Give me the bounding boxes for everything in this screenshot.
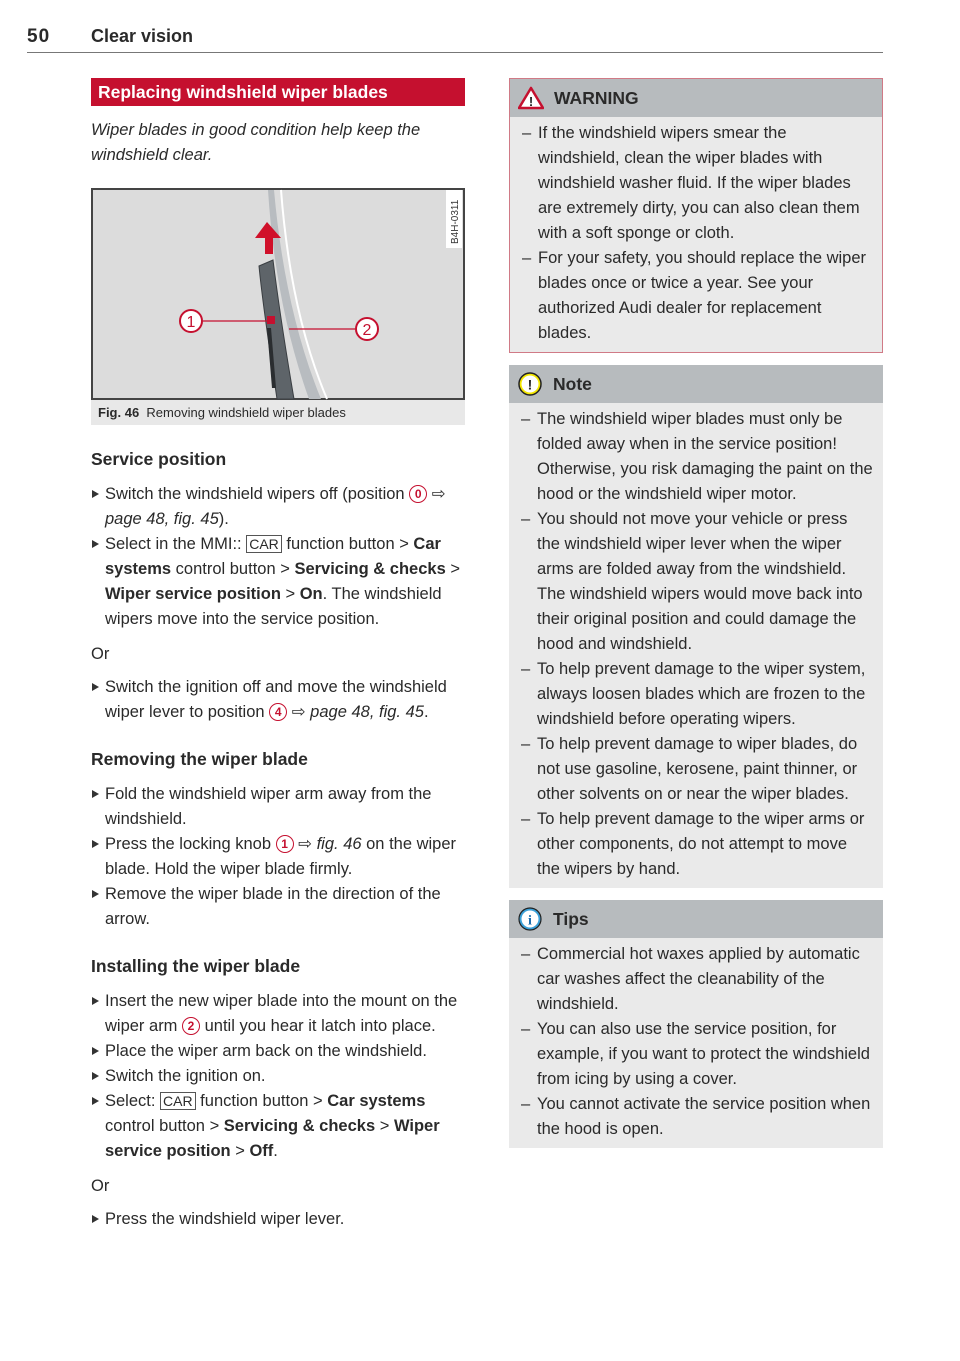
step-text: function button >: [281, 535, 414, 553]
instruction-step: [91, 1207, 465, 1232]
figure-caption: [91, 400, 465, 425]
instruction-step: [91, 532, 465, 632]
step-text: >: [445, 560, 460, 578]
warn-title: WARNING: [554, 87, 639, 108]
step-text: .: [273, 1142, 278, 1160]
cross-reference: fig. 46: [316, 835, 362, 853]
step-text: on the wiper blade. Hold the wiper blade firmly.: [105, 835, 457, 878]
instruction-step: [91, 482, 465, 532]
menu-path-bold: Car systems: [327, 1092, 426, 1110]
step-text: ⇨: [427, 485, 446, 503]
step-text: control button >: [171, 560, 295, 578]
step-text: Press the windshield wiper lever.: [105, 1210, 345, 1228]
instruction-sections: [91, 447, 465, 1232]
section-heading: Installing the wiper blade: [91, 956, 301, 976]
dash-item: – If the windshield wipers smear the windshield, clean the wiper blades with windshield washer fluid. If the wiper blades are extremely dirty, you can also clean them with a soft sponge or cloth.: [522, 121, 872, 246]
dash-item: – You cannot activate the service position when the hood is open.: [521, 1092, 873, 1142]
step-text: Or: [91, 1177, 110, 1195]
instruction-step: [91, 832, 465, 882]
step-text: Switch the windshield wipers off (position: [105, 485, 410, 503]
car-key-label: CAR: [160, 1092, 196, 1110]
note-box-body: [509, 403, 883, 888]
figure-number: Fig. 46: [98, 405, 140, 420]
figure-code: B4H-0311: [450, 199, 461, 244]
menu-path-bold: Wiper service position: [105, 1117, 440, 1160]
note-box-header: [509, 365, 883, 403]
page-header: [27, 24, 883, 53]
instruction-step: [91, 1039, 465, 1064]
position-number-icon: 4: [269, 703, 287, 721]
dash-item: – You should not move your vehicle or press the windshield wiper lever when the wiper arms are folded away from the windshield. The windshield wipers would move back into their original position and could damage the hood and windshield.: [521, 507, 873, 657]
dash-item: – You can also use the service position, for example, if you want to protect the windshield from icing by using a cover.: [521, 1017, 873, 1092]
menu-path-bold: Wiper service position: [105, 585, 281, 603]
menu-path-bold: Off: [249, 1142, 274, 1160]
dash-item: – To help prevent damage to wiper blades, do not use gasoline, kerosene, paint thinner, or other solvents on or near the wiper blades.: [521, 732, 873, 807]
warn-box-body: [510, 117, 882, 352]
step-text: function button >: [195, 1092, 328, 1110]
warning-triangle-icon: [518, 86, 554, 110]
left-column: [91, 78, 465, 1232]
step-text: ⇨: [287, 703, 311, 721]
step-text: >: [230, 1142, 250, 1160]
menu-path-bold: Car systems: [105, 535, 441, 578]
svg-text:i: i: [528, 913, 532, 929]
step-text: Switch the ignition on.: [105, 1067, 266, 1085]
exclamation-circle-icon: [517, 371, 553, 397]
figure-caption-text: Removing windshield wiper blades: [146, 405, 346, 420]
dash-item: – To help prevent damage to the wiper arms or other components, do not attempt to move the wipers by hand.: [521, 807, 873, 882]
step-text: >: [375, 1117, 394, 1135]
step-text: Switch the ignition off and move the windshield wiper lever to position: [105, 678, 447, 721]
position-number-icon: 2: [182, 1017, 200, 1035]
step-text: .: [423, 703, 429, 721]
intro-text: Wiper blades in good condition help keep the windshield clear.: [91, 121, 421, 164]
page-number: 50: [27, 26, 51, 47]
step-text: ⇨: [293, 835, 317, 853]
menu-path-bold: Servicing & checks: [294, 560, 446, 578]
tips-title: Tips: [553, 908, 589, 929]
or-text: [91, 1174, 465, 1199]
step-text: until you hear it latch into place.: [200, 1017, 436, 1035]
step-text: . The windshield wipers move into the service position.: [105, 585, 442, 628]
right-column: [509, 78, 883, 1160]
position-number-icon: 1: [276, 835, 294, 853]
tips-box-header: [509, 900, 883, 938]
info-circle-icon: [517, 906, 553, 932]
cross-reference: page 48, fig. 45: [105, 510, 219, 528]
warn-box: [509, 78, 883, 353]
wiper-blade-illustration: [91, 188, 465, 400]
tips-box-body: [509, 938, 883, 1148]
step-text: Remove the wiper blade in the direction of the arrow.: [105, 885, 441, 928]
step-text: control button >: [105, 1117, 224, 1135]
position-number-icon: 0: [409, 485, 427, 503]
warn-box-header: [510, 79, 882, 117]
instruction-step: [91, 989, 465, 1039]
instruction-step: [91, 1089, 465, 1164]
step-text: Or: [91, 645, 110, 663]
step-text: Press the locking knob: [105, 835, 276, 853]
step-text: >: [280, 585, 300, 603]
instruction-step: [91, 1064, 465, 1089]
svg-text:!: !: [527, 376, 533, 393]
topic-title: Replacing windshield wiper blades: [91, 78, 465, 106]
note-title: Note: [553, 373, 592, 394]
callout-2: 2: [362, 322, 372, 339]
dash-item: – To help prevent damage to the wiper system, always loosen blades which are frozen to the windshield before operating wipers.: [521, 657, 873, 732]
step-text: Fold the windshield wiper arm away from the windshield.: [105, 785, 432, 828]
section-heading: Removing the wiper blade: [91, 749, 308, 769]
step-text: Place the wiper arm back on the windshield.: [105, 1042, 427, 1060]
cross-reference: page 48, fig. 45: [310, 703, 424, 721]
or-text: [91, 642, 465, 667]
step-text: Select in the MMI::: [105, 535, 247, 553]
note-box: [509, 365, 883, 888]
menu-path-bold: Servicing & checks: [223, 1117, 376, 1135]
section-heading: Service position: [91, 449, 227, 469]
section-title: Clear vision: [91, 26, 194, 46]
step-text: Insert the new wiper blade into the mount on the wiper arm: [105, 992, 458, 1035]
step-text: ).: [218, 510, 229, 528]
tips-box: [509, 900, 883, 1148]
svg-text:!: !: [528, 94, 534, 109]
figure-46: [91, 188, 465, 425]
menu-path-bold: On: [299, 585, 323, 603]
instruction-step: [91, 782, 465, 832]
car-key-label: CAR: [246, 535, 282, 553]
instruction-step: [91, 675, 465, 725]
dash-item: – The windshield wiper blades must only be folded away when in the service position! Otherwise, you risk damaging the paint on the hood or the windshield wiper motor.: [521, 407, 873, 507]
dash-item: – For your safety, you should replace the wiper blades once or twice a year. See your authorized Audi dealer for replacement blades.: [522, 246, 872, 346]
dash-item: – Commercial hot waxes applied by automatic car washes affect the cleanability of the windshield.: [521, 942, 873, 1017]
step-text: Select:: [105, 1092, 161, 1110]
callout-1: 1: [186, 314, 196, 331]
instruction-step: [91, 882, 465, 932]
